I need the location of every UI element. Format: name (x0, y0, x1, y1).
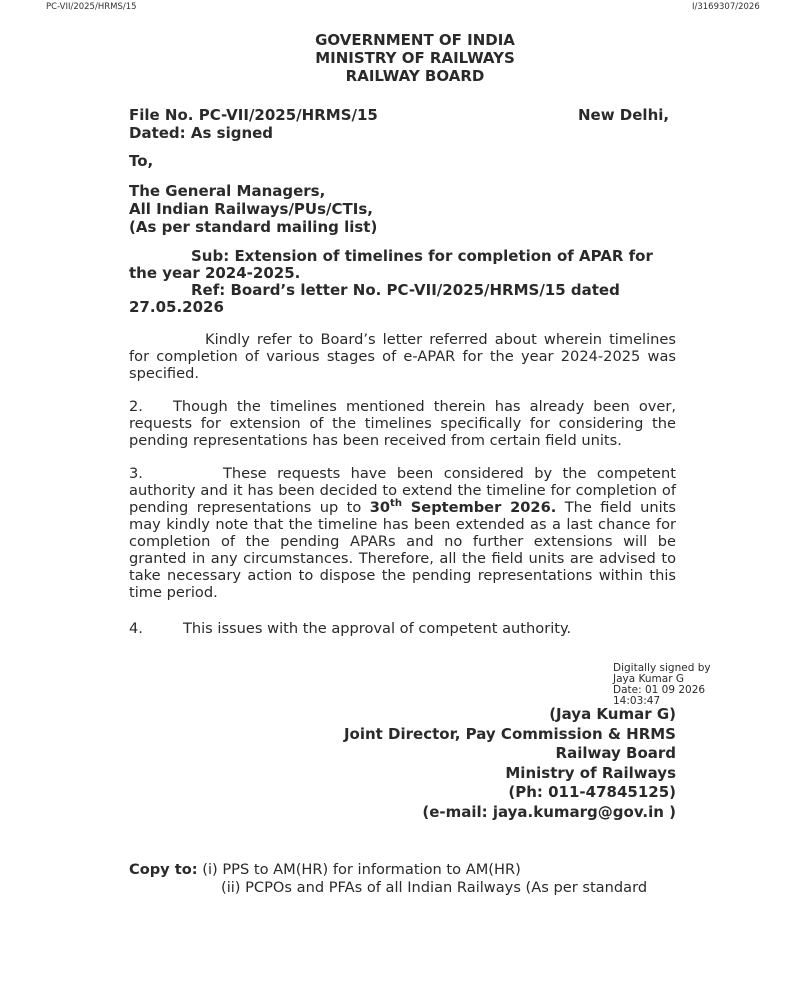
copy-to-label: Copy to: (129, 861, 198, 878)
extended-deadline: 30th September 2026. (369, 498, 557, 516)
addressee-line: All Indian Railways/PUs/CTIs, (129, 200, 373, 218)
paragraph-text: This issues with the approval of competent authority. (182, 620, 572, 637)
letterhead-line-board: RAILWAY BOARD (345, 67, 485, 85)
reference-number-right: I/3169307/2026 (692, 2, 760, 12)
signatory-name: (Jaya Kumar G) (549, 705, 676, 723)
copy-item: (ii) PCPOs and PFAs of all Indian Railways (As per standard (221, 879, 648, 896)
signatory-office: Railway Board (555, 744, 676, 762)
file-number: File No. PC-VII/2025/HRMS/15 (129, 106, 378, 124)
addressee-block (129, 182, 377, 236)
signatory-ministry: Ministry of Railways (505, 763, 676, 782)
paragraph-number: 3. (129, 465, 143, 482)
reference-number-left: PC-VII/2025/HRMS/15 (46, 2, 137, 12)
paragraph-text: Though the timelines mentioned therein has already been over, requests for extension of the timelines specifically for considering the pending representations has been received from certain field units. (129, 398, 676, 449)
subject-line-cont: the year 2024-2025. (129, 264, 301, 282)
paragraph-text: These requests have been considered by the competent authority and it has been decided to extend the timeline for completion of pending representations up to (129, 465, 676, 516)
paragraph-1: Kindly refer to Board’s letter referred about wherein timelines for completion of various stages of e-APAR for the year 2024-2025 was specified. (129, 331, 676, 382)
reference-line-cont: 27.05.2026 (129, 298, 224, 316)
letterhead-line-government: GOVERNMENT OF INDIA (315, 31, 515, 49)
paragraph-number: 4. (129, 620, 143, 637)
copy-item: (i) PPS to AM(HR) for information to AM(HR) (202, 861, 521, 878)
signatory-designation: Joint Director, Pay Commission & HRMS (343, 724, 676, 743)
salutation-to: To, (129, 152, 154, 170)
reference-line: Ref: Board’s letter No. PC-VII/2025/HRMS/15 dated (191, 281, 620, 299)
paragraph-3 (129, 465, 676, 601)
digital-signature-stamp: Digitally signed by Jaya Kumar G Date: 01 09 2026 14:03:47 (613, 662, 711, 707)
signatory-phone: (Ph: 011-47845125) (508, 783, 676, 801)
copy-to-first (129, 861, 521, 879)
subject-line: Sub: Extension of timelines for completion of APAR for (191, 247, 653, 265)
addressee-line: (As per standard mailing list) (129, 218, 378, 236)
paragraph-text-cont: The field units may kindly note that the timeline has been extended as a last chance for completion of the pending APARs and no further extensions will be granted in any circumstances. Therefore, all the field units are advised to take necessary action to dispose the pending representations within this time period. (129, 499, 676, 601)
paragraph-2 (129, 398, 676, 449)
signatory-block (344, 705, 676, 822)
place: New Delhi, (578, 106, 670, 124)
addressee-line: The General Managers, (129, 182, 326, 200)
paragraph-4 (129, 620, 676, 637)
letterhead-line-ministry: MINISTRY OF RAILWAYS (315, 49, 515, 67)
signatory-email: (e-mail: jaya.kumarg@gov.in ) (422, 802, 676, 821)
paragraph-number: 2. (129, 398, 143, 415)
dated: Dated: As signed (129, 124, 274, 142)
letterhead (0, 31, 800, 85)
